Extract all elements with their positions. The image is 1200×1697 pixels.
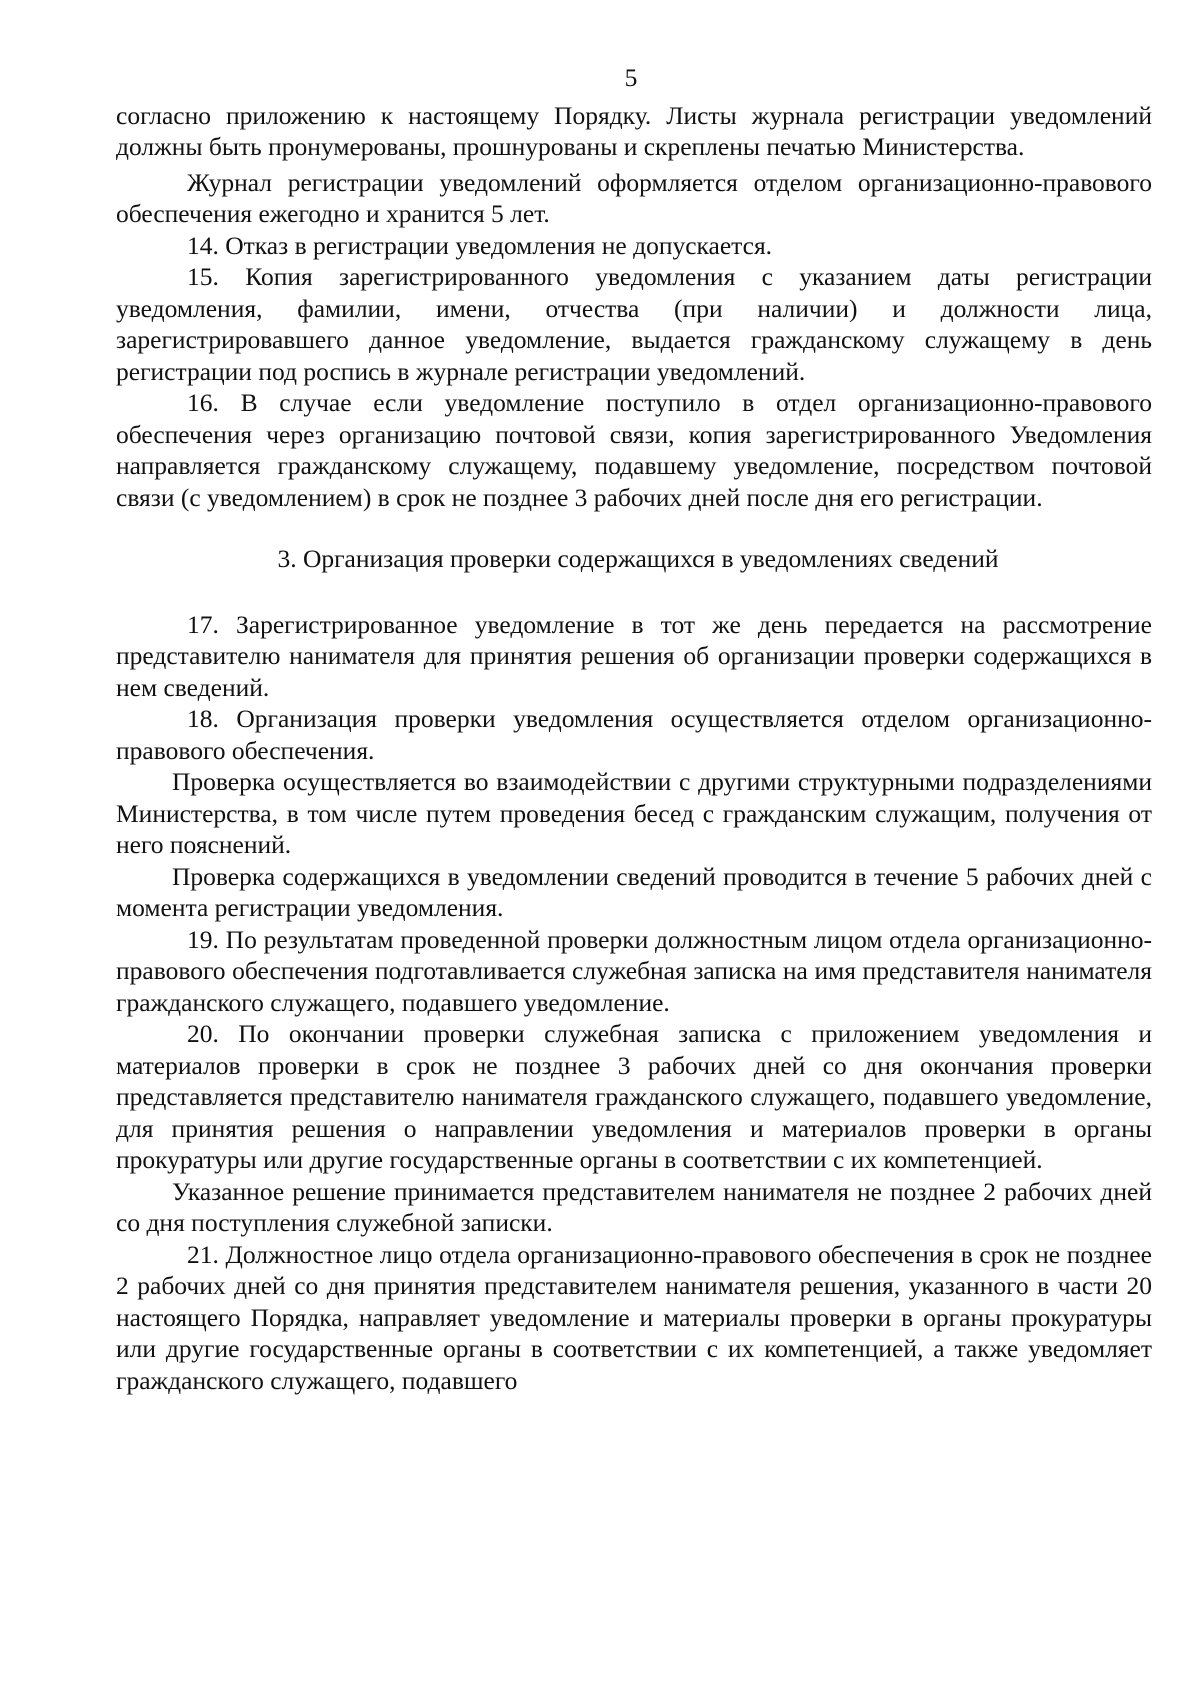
paragraph-check-duration: Проверка содержащихся в уведомлении сведений проводится в течение 5 рабочих дней с момента регистрации уведомления. <box>116 861 1152 922</box>
paragraph-check-interaction: Проверка осуществляется во взаимодействии с другими структурными подразделениями Министерства, в том числе путем проведения бесед с гражданским служащим, получения от него пояснений. <box>116 767 1152 859</box>
paragraph-item-20: 20. По окончании проверки служебная записка с приложением уведомления и материалов проверки в срок не позднее 3 рабочих дней со дня окончания проверки представляется представителю нанимателя гражданского служащего, подавшего уведомление, для принятия решения о направлении уведомления и материалов проверки в органы прокуратуры или другие государственные органы в соответствии с их компетенцией. <box>116 1019 1152 1174</box>
paragraph-journal: Журнал регистрации уведомлений оформляется отделом организационно-правового обеспечения ежегодно и хранится 5 лет. <box>116 167 1152 228</box>
paragraph-item-15: 15. Копия зарегистрированного уведомления с указанием даты регистрации уведомления, фамилии, имени, отчества (при наличии) и должности лица, зарегистрировавшего данное уведомление, выдается гражданскому служащему в день регистрации под роспись в журнале регистрации уведомлений. <box>116 262 1152 386</box>
paragraph-decision: Указанное решение принимается представителем нанимателя не позднее 2 рабочих дней со дня поступления служебной записки. <box>116 1176 1152 1237</box>
paragraph-item-19: 19. По результатам проведенной проверки должностным лицом отдела организационно-правового обеспечения подготавливается служебная записка на имя представителя нанимателя гражданского служащего, подавшего уведомление. <box>116 924 1152 1017</box>
paragraph-item-14: 14. Отказ в регистрации уведомления не допускается. <box>187 230 773 260</box>
paragraph-item-21: 21. Должностное лицо отдела организационно-правового обеспечения в срок не позднее 2 рабочих дней со дня принятия представителем нанимателя решения, указанного в части 20 настоящего Порядка, направляет уведомление и материалы проверки в органы прокуратуры или другие государственные органы в соответствии с их компетенцией, а также уведомляет гражданского служащего, подавшего <box>116 1239 1152 1395</box>
paragraph-continuation: согласно приложению к настоящему Порядку. Листы журнала регистрации уведомлений должны быть пронумерованы, прошнурованы и скреплены печатью Министерства. <box>116 100 1152 161</box>
section-heading: 3. Организация проверки содержащихся в уведомлениях сведений <box>277 544 999 573</box>
paragraph-item-17: 17. Зарегистрированное уведомление в тот же день передается на рассмотрение представителю нанимателя для принятия решения об организации проверки содержащихся в нем сведений. <box>116 609 1152 702</box>
document-page <box>116 62 1152 1396</box>
paragraph-item-18: 18. Организация проверки уведомления осуществляется отделом организационно-правового обеспечения. <box>116 704 1152 765</box>
paragraph-item-16: 16. В случае если уведомление поступило в отдел организационно-правового обеспечения через организацию почтовой связи, копия зарегистрированного Уведомления направляется гражданскому служащему, подавшему уведомление, посредством почтовой связи (с уведомлением) в срок не позднее 3 рабочих дней после дня его регистрации. <box>116 388 1152 512</box>
page-number: 5 <box>624 63 638 92</box>
